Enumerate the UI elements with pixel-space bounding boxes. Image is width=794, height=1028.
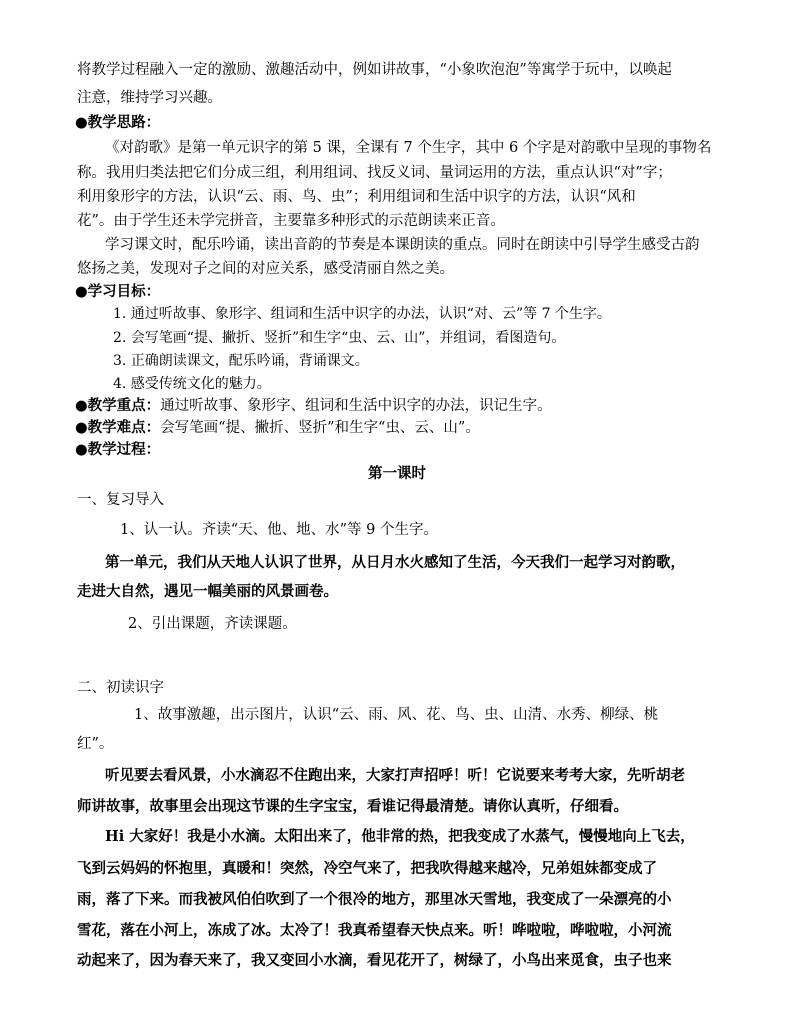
goal-item-3: 3. 正确朗读课文，配乐吟诵，背诵课文。 [113, 353, 369, 369]
part2-para2-line-2: 飞到云妈妈的怀抱里，真暖和！突然，冷空气来了，把我吹得越来越冷，兄弟姐妹都变成了 [77, 860, 657, 877]
goal-item-4: 4. 感受传统文化的魅力。 [113, 376, 271, 392]
part1-item-1: 1、认一认。齐读“天、他、地、水”等 9 个生字。 [120, 522, 438, 538]
learning-goals-heading: ●学习目标： [75, 283, 161, 300]
part2-para1-line-2: 师讲故事，故事里会出现这节课的生字宝宝，看谁记得最清楚。请你认真听，仔细看。 [77, 798, 628, 815]
lesson-title: 第一课时 [368, 465, 426, 482]
part2-para2-line-4: 雪花，落在小河上，冻成了冰。太冷了！我真希望春天快点来。听！哗啦啦，哗啦啦，小河流 [77, 922, 672, 939]
difficulty-label: ●教学难点： [75, 419, 161, 436]
teaching-thinking-heading: ●教学思路： [75, 114, 161, 131]
thinking-p2-line-1: 学习课文时，配乐吟诵，读出音韵的节奏是本课朗读的重点。同时在朗读中引导学生感受古韵 [105, 237, 700, 253]
part2-item-1-line-2: 红”。 [77, 736, 114, 752]
thinking-p1-line-2: 称。我用归类法把它们分成三组，利用组词、找反义词、量词运用的方法，重点认识“对”字； [77, 165, 672, 181]
thinking-p1-line-4: 花”。由于学生还未学完拼音，主要靠多种形式的示范朗读来正音。 [77, 213, 505, 229]
part1-para-line-2: 走进大自然，遇见一幅美丽的风景画卷。 [77, 583, 338, 600]
part1-item-2: 2、引出课题，齐读课题。 [128, 616, 297, 632]
teaching-process-heading: ●教学过程： [75, 441, 161, 458]
key-point-label: ●教学重点： [75, 397, 161, 414]
intro-line-2: 注意，维持学习兴趣。 [77, 90, 222, 106]
part1-para-line-1: 第一单元，我们从天地人认识了世界，从日月水火感知了生活，今天我们一起学习对韵歌， [105, 554, 685, 571]
thinking-p1-line-3: 利用象形字的方法，认识“云、雨、鸟、虫”；利用组词和生活中识字的方法，认识“风和 [77, 189, 636, 205]
thinking-p2-line-2: 悠扬之美，发现对子之间的对应关系，感受清丽自然之美。 [77, 261, 454, 277]
part2-item-1-line-1: 1、故事激趣，出示图片，认识“云、雨、风、花、鸟、虫、山清、水秀、柳绿、桃 [134, 707, 659, 723]
part2-para2-line-5: 动起来了，因为春天来了，我又变回小水滴，看见花开了，树绿了，小鸟出来觅食，虫子也来 [77, 952, 672, 969]
difficulty-text: 会写笔画“提、撇折、竖折”和生字“虫、云、山”。 [160, 420, 480, 436]
part2-heading: 二、初读识字 [77, 680, 164, 696]
goal-item-1: 1. 通过听故事、象形字、组词和生活中识字的办法，认识“对、云”等 7 个生字。 [113, 306, 611, 322]
part2-para1-line-1: 听见要去看风景，小水滴忍不住跑出来，大家打声招呼！听！它说要来考考大家，先听胡老 [105, 767, 685, 784]
part2-para2-line-1: Hi 大家好！我是小水滴。太阳出来了，他非常的热，把我变成了水蒸气，慢慢地向上飞去， [105, 828, 695, 845]
key-point-text: 通过听故事、象形字、组词和生活中识字的办法，识记生字。 [160, 398, 552, 414]
difficulty-line [75, 418, 480, 438]
intro-line-1: 将教学过程融入一定的激励、激趣活动中，例如讲故事，“小象吹泡泡”等寓学于玩中，以唤起 [77, 62, 672, 78]
part1-heading: 一、复习导入 [77, 492, 164, 508]
thinking-p1-line-1: 《对韵歌》是第一单元识字的第 5 课，全课有 7 个生字，其中 6 个字是对韵歌中呈现的事物名 [105, 140, 712, 156]
part2-para2-line-3: 雨，落了下来。而我被风伯伯吹到了一个很冷的地方，那里冰天雪地，我变成了一朵漂亮的小 [77, 891, 672, 908]
goal-item-2: 2. 会写笔画“提、撇折、竖折”和生字“虫、云、山”，并组词，看图造句。 [113, 330, 566, 346]
key-point-line [75, 396, 552, 416]
